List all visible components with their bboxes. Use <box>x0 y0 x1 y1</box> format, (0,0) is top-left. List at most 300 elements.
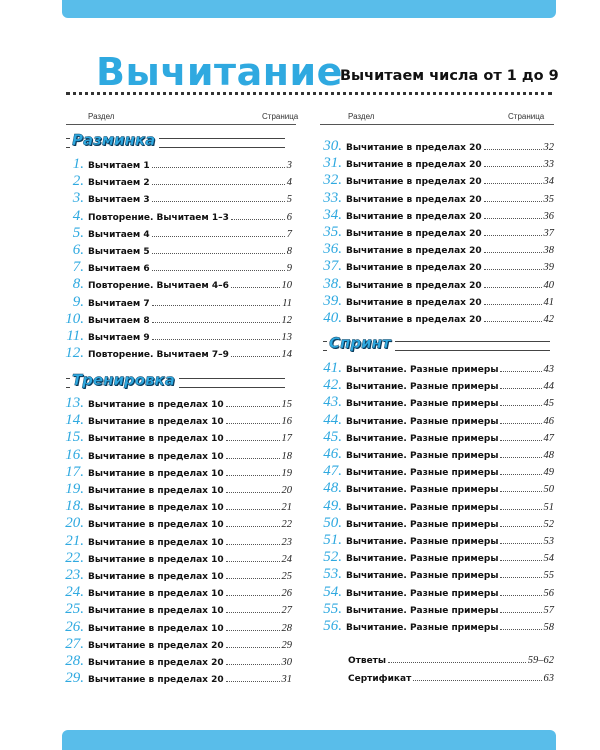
left-column-header-section: Раздел <box>88 112 115 121</box>
toc-row <box>62 328 292 345</box>
toc-row-title: Вычитание. Разные примеры <box>346 537 499 547</box>
toc-row <box>348 669 554 686</box>
toc-row-number: 15. <box>65 429 84 446</box>
toc-row-number: 54. <box>323 583 342 600</box>
toc-row-number: 40. <box>323 310 342 326</box>
toc-row-page: 3 <box>286 160 292 171</box>
toc-row-page: 40 <box>543 279 554 291</box>
toc-row-title: Вычитаем 4 <box>88 229 150 240</box>
toc-row <box>62 464 292 481</box>
left-header-rule <box>66 124 296 125</box>
toc-row-title: Вычитание. Разные примеры <box>346 623 499 633</box>
toc-row-title: Вычитание в пределах 20 <box>88 640 224 651</box>
toc-row <box>62 498 292 515</box>
toc-row <box>320 258 554 275</box>
toc-row <box>62 190 292 207</box>
toc-row <box>62 225 292 242</box>
toc-row-number: 19. <box>65 481 84 497</box>
toc-row <box>62 601 292 618</box>
section-label: Разминка <box>70 131 159 149</box>
toc-row-title: Вычитание в пределах 10 <box>88 623 224 634</box>
toc-leader-dots <box>484 190 542 202</box>
toc-row-number: 38. <box>323 275 342 292</box>
toc-row-title: Вычитание в пределах 10 <box>88 417 224 428</box>
toc-row-title: Вычитание в пределах 20 <box>346 177 482 188</box>
toc-row-number: 22. <box>65 549 84 566</box>
toc-leader-dots <box>226 429 280 441</box>
toc-row-number: 32. <box>323 172 342 189</box>
toc-row-page: 35 <box>543 193 554 205</box>
toc-row-title: Вычитание в пределах 20 <box>346 194 482 205</box>
toc-row <box>320 618 554 635</box>
toc-row-title: Вычитаем 2 <box>88 178 150 189</box>
toc-row-number: 30. <box>323 138 342 154</box>
toc-row-title: Вычитание. Разные примеры <box>346 433 499 444</box>
toc-leader-dots <box>152 259 285 271</box>
toc-leader-dots <box>226 498 280 510</box>
toc-row-number: 27. <box>65 635 84 652</box>
toc-row-page: 11 <box>282 297 292 309</box>
toc-row-number: 29. <box>65 670 84 687</box>
toc-leader-dots <box>500 480 541 492</box>
toc-row <box>348 651 554 668</box>
toc-row-number: 31. <box>323 155 342 172</box>
toc-leader-dots <box>484 276 542 288</box>
toc-row-number: 35. <box>323 224 342 240</box>
toc-row <box>62 294 292 311</box>
right-column-header-section: Раздел <box>348 112 375 121</box>
toc-row-page: 7 <box>286 228 292 240</box>
toc-row-title: Вычитание в пределах 20 <box>346 143 482 153</box>
toc-row-title: Вычитание. Разные примеры <box>346 451 499 461</box>
toc-row <box>320 412 554 429</box>
toc-row-number: 2. <box>72 173 84 190</box>
toc-row <box>320 532 554 549</box>
toc-leader-dots <box>500 549 541 561</box>
toc-row-page: 16 <box>281 416 292 428</box>
toc-row-page: 39 <box>543 262 554 274</box>
toc-row-page: 55 <box>543 570 554 582</box>
toc-row-title: Вычитание. Разные примеры <box>346 485 499 496</box>
toc-leader-dots <box>226 533 280 545</box>
toc-row-page: 4 <box>286 177 292 189</box>
toc-row-page: 32 <box>543 142 554 153</box>
toc-row-title: Вычитание в пределах 10 <box>88 554 224 565</box>
toc-leader-dots <box>152 190 285 202</box>
right-header-rule <box>320 124 554 125</box>
toc-row <box>62 345 292 362</box>
toc-row-title: Вычитание в пределах 10 <box>88 503 224 514</box>
toc-row-number: 18. <box>65 498 84 515</box>
toc-row-title: Вычитаем 5 <box>88 247 150 257</box>
toc-row-page: 21 <box>281 502 292 514</box>
toc-row-title: Вычитание. Разные примеры <box>346 571 499 582</box>
toc-leader-dots <box>500 377 541 389</box>
toc-leader-dots <box>500 412 541 424</box>
toc-row-page: 24 <box>281 553 292 565</box>
toc-leader-dots <box>500 429 541 441</box>
toc-row-number: 3. <box>72 190 84 207</box>
toc-row-number: 47. <box>323 463 342 480</box>
toc-row-title: Вычитание в пределах 10 <box>88 520 224 531</box>
toc-row-title: Вычитание в пределах 10 <box>88 451 224 462</box>
toc-row <box>320 172 554 189</box>
toc-leader-dots <box>484 138 542 150</box>
toc-row-page: 17 <box>281 433 292 445</box>
toc-leader-dots <box>500 446 541 458</box>
toc-row-number: 37. <box>323 258 342 275</box>
toc-leader-dots <box>152 225 285 237</box>
toc-row <box>320 480 554 497</box>
toc-row-page: 29 <box>281 639 292 651</box>
toc-row-number: 39. <box>323 292 342 309</box>
toc-row-number: 49. <box>323 497 342 514</box>
toc-row <box>62 156 292 173</box>
page-subtitle: Вычитаем числа от 1 до 9 <box>340 68 559 84</box>
toc-row-page: 48 <box>543 450 554 461</box>
toc-row <box>320 429 554 446</box>
toc-row-title: Вычитание в пределах 20 <box>346 211 482 222</box>
toc-row-title: Ответы <box>348 656 387 666</box>
toc-row-page: 46 <box>543 415 554 427</box>
toc-row-number: 16. <box>65 446 84 463</box>
toc-leader-dots <box>500 360 541 372</box>
toc-row-page: 31 <box>281 674 292 686</box>
section-header-training <box>66 371 285 389</box>
toc-row-title: Вычитание. Разные примеры <box>346 399 499 410</box>
toc-leader-dots <box>231 345 280 357</box>
toc-row-title: Вычитание в пределах 10 <box>88 537 224 548</box>
toc-row <box>320 377 554 394</box>
toc-row-page: 13 <box>281 332 292 343</box>
toc-row-title: Вычитание в пределах 20 <box>346 160 482 171</box>
toc-leader-dots <box>152 294 281 306</box>
toc-row <box>62 276 292 293</box>
toc-leader-dots <box>226 584 280 596</box>
toc-row-number: 50. <box>323 514 342 531</box>
toc-row-title: Повторение. Вычитаем 7–9 <box>88 350 229 361</box>
toc-row <box>320 276 554 293</box>
toc-row-number: 10. <box>65 310 84 327</box>
toc-row-page: 45 <box>543 398 554 410</box>
toc-row-number: 34. <box>323 206 342 223</box>
toc-row-page: 56 <box>543 587 554 599</box>
toc-leader-dots <box>152 173 285 185</box>
dotted-divider <box>66 92 552 95</box>
toc-leader-dots <box>413 669 541 681</box>
toc-leader-dots <box>226 567 280 579</box>
toc-row <box>320 241 554 258</box>
toc-leader-dots <box>500 618 541 630</box>
bottom-decorative-bar <box>62 730 556 750</box>
toc-row-number: 8. <box>72 276 84 293</box>
toc-row-page: 12 <box>281 314 292 326</box>
toc-row-number: 43. <box>323 394 342 411</box>
toc-row-title: Вычитание в пределах 20 <box>88 675 224 686</box>
toc-row <box>62 515 292 532</box>
toc-row <box>320 601 554 618</box>
section-label: Спринт <box>327 334 395 352</box>
toc-row-page: 52 <box>543 518 554 530</box>
toc-row <box>62 447 292 464</box>
toc-row-title: Вычитание. Разные примеры <box>346 554 499 565</box>
toc-row-page: 34 <box>543 176 554 188</box>
toc-row-number: 53. <box>323 566 342 583</box>
toc-row-number: 44. <box>323 411 342 428</box>
toc-row <box>62 481 292 498</box>
toc-row-title: Вычитание в пределах 10 <box>88 486 224 496</box>
toc-row-page: 59–62 <box>527 655 554 666</box>
toc-row-number: 56. <box>323 618 342 634</box>
toc-row-page: 8 <box>286 246 292 257</box>
toc-leader-dots <box>388 651 526 663</box>
toc-row <box>320 190 554 207</box>
toc-leader-dots <box>226 670 280 682</box>
toc-row-title: Вычитание в пределах 10 <box>88 468 224 479</box>
toc-row-page: 36 <box>543 210 554 222</box>
toc-row <box>62 208 292 225</box>
toc-row-page: 6 <box>286 211 292 223</box>
toc-row <box>62 412 292 429</box>
toc-row-page: 30 <box>281 657 292 668</box>
toc-row-page: 58 <box>543 622 554 633</box>
toc-leader-dots <box>500 584 541 596</box>
toc-row-title: Вычитание. Разные примеры <box>346 502 499 513</box>
toc-row-title: Вычитание в пределах 20 <box>346 297 482 308</box>
section-header-warmup <box>66 131 285 149</box>
toc-row <box>320 549 554 566</box>
toc-row-page: 41 <box>543 296 554 308</box>
toc-row-title: Вычитание. Разные примеры <box>346 588 499 599</box>
section-label: Тренировка <box>70 371 179 389</box>
toc-leader-dots <box>484 224 542 236</box>
right-column-header-page: Страница <box>508 112 545 121</box>
toc-leader-dots <box>226 550 280 562</box>
toc-row <box>62 429 292 446</box>
toc-leader-dots <box>500 498 541 510</box>
toc-row-title: Вычитание. Разные примеры <box>346 519 499 530</box>
toc-leader-dots <box>231 208 285 220</box>
toc-row-title: Вычитаем 6 <box>88 264 150 275</box>
toc-row-title: Вычитание в пределах 20 <box>346 263 482 274</box>
toc-row <box>62 619 292 636</box>
toc-row-page: 43 <box>543 364 554 375</box>
toc-row <box>62 653 292 670</box>
toc-row <box>320 293 554 310</box>
toc-row-number: 41. <box>323 360 342 376</box>
toc-leader-dots <box>226 481 280 493</box>
toc-row-title: Вычитание. Разные примеры <box>346 468 499 479</box>
toc-row-page: 53 <box>543 536 554 547</box>
toc-row-title: Вычитание в пределах 20 <box>346 280 482 291</box>
toc-row-number: 9. <box>72 293 84 310</box>
toc-row <box>320 463 554 480</box>
toc-row-title: Вычитаем 8 <box>88 315 150 326</box>
toc-row-number: 42. <box>323 377 342 394</box>
toc-row-page: 57 <box>543 604 554 616</box>
toc-leader-dots <box>226 636 280 648</box>
toc-row-number: 21. <box>65 532 84 549</box>
toc-leader-dots <box>484 155 542 167</box>
toc-row <box>62 636 292 653</box>
toc-row-title: Вычитание в пределах 10 <box>88 572 224 582</box>
toc-row-number: 55. <box>323 600 342 617</box>
toc-row-title: Вычитаем 7 <box>88 298 150 309</box>
toc-row-number: 14. <box>65 412 84 429</box>
toc-row-page: 20 <box>281 485 292 496</box>
toc-row <box>320 515 554 532</box>
toc-row <box>62 395 292 412</box>
toc-row-title: Вычитаем 1 <box>88 161 150 171</box>
toc-leader-dots <box>226 619 280 631</box>
toc-row <box>320 224 554 241</box>
toc-row-page: 5 <box>286 194 292 206</box>
toc-row-page: 22 <box>281 519 292 531</box>
toc-leader-dots <box>152 156 285 168</box>
toc-leader-dots <box>226 653 280 665</box>
toc-row-title: Вычитаем 9 <box>88 333 150 343</box>
toc-leader-dots <box>226 601 280 613</box>
toc-row-title: Вычитаем 3 <box>88 195 150 206</box>
toc-leader-dots <box>500 566 541 578</box>
toc-row-number: 52. <box>323 549 342 566</box>
toc-row-page: 15 <box>281 399 292 410</box>
toc-leader-dots <box>500 532 541 544</box>
toc-leader-dots <box>484 310 542 322</box>
toc-leader-dots <box>226 447 280 459</box>
toc-row-title: Вычитание. Разные примеры <box>346 382 499 393</box>
toc-row-number: 4. <box>72 207 84 224</box>
toc-row-number: 23. <box>65 567 84 583</box>
toc-row-page: 23 <box>281 536 292 548</box>
toc-row-page: 37 <box>543 228 554 239</box>
toc-leader-dots <box>484 293 542 305</box>
toc-row-page: 54 <box>543 553 554 565</box>
toc-row-number: 5. <box>72 224 84 241</box>
toc-leader-dots <box>226 412 280 424</box>
toc-row-title: Вычитание в пределах 10 <box>88 400 224 410</box>
section-header-sprint <box>323 334 550 352</box>
toc-row-title: Вычитание в пределах 10 <box>88 606 224 617</box>
toc-row-page: 49 <box>543 467 554 479</box>
toc-row-title: Повторение. Вычитаем 4–6 <box>88 281 229 292</box>
toc-row <box>62 584 292 601</box>
left-column-header-page: Страница <box>262 112 299 121</box>
toc-row <box>62 173 292 190</box>
toc-row-title: Вычитание в пределах 20 <box>346 315 482 325</box>
toc-row-title: Вычитание. Разные примеры <box>346 365 499 375</box>
toc-row-page: 9 <box>286 263 292 275</box>
toc-leader-dots <box>484 172 542 184</box>
toc-row-number: 36. <box>323 241 342 258</box>
toc-leader-dots <box>231 276 280 288</box>
toc-row-number: 6. <box>72 242 84 258</box>
toc-row-page: 38 <box>543 245 554 257</box>
toc-leader-dots <box>484 241 542 253</box>
toc-row-page: 50 <box>543 484 554 496</box>
toc-leader-dots <box>226 515 280 527</box>
toc-row-page: 33 <box>543 159 554 171</box>
toc-row-title: Вычитание в пределах 20 <box>88 658 224 668</box>
toc-row-title: Вычитание в пределах 20 <box>346 246 482 257</box>
toc-row <box>62 259 292 276</box>
toc-row-title: Сертификат <box>348 673 412 684</box>
toc-leader-dots <box>152 328 280 340</box>
toc-row <box>320 138 554 155</box>
toc-leader-dots <box>484 258 542 270</box>
top-decorative-bar <box>62 0 556 18</box>
toc-row-number: 46. <box>323 446 342 462</box>
toc-row-page: 19 <box>281 467 292 479</box>
toc-row <box>320 360 554 377</box>
toc-row-number: 48. <box>323 480 342 497</box>
toc-leader-dots <box>152 311 280 323</box>
toc-row-number: 28. <box>65 653 84 669</box>
toc-row-number: 20. <box>65 515 84 532</box>
toc-row <box>62 550 292 567</box>
toc-row-page: 14 <box>281 349 292 361</box>
toc-row <box>320 310 554 327</box>
toc-leader-dots <box>500 394 541 406</box>
toc-leader-dots <box>500 463 541 475</box>
toc-leader-dots <box>226 464 280 476</box>
toc-row <box>320 155 554 172</box>
toc-row <box>62 670 292 687</box>
toc-row-page: 51 <box>543 501 554 513</box>
toc-leader-dots <box>152 242 285 254</box>
toc-row-page: 18 <box>281 450 292 462</box>
toc-row-number: 26. <box>65 618 84 635</box>
toc-row <box>62 567 292 584</box>
page-title: Вычитание <box>96 50 343 94</box>
toc-leader-dots <box>500 601 541 613</box>
toc-row-page: 10 <box>281 280 292 292</box>
toc-row-title: Повторение. Вычитаем 1–3 <box>88 212 229 223</box>
toc-row-title: Вычитание. Разные примеры <box>346 416 499 427</box>
toc-row-title: Вычитание в пределах 10 <box>88 589 224 600</box>
toc-row-number: 51. <box>323 532 342 548</box>
toc-leader-dots <box>484 207 542 219</box>
toc-leader-dots <box>226 395 280 407</box>
toc-row-title: Вычитание. Разные примеры <box>346 605 499 616</box>
toc-row-page: 25 <box>281 571 292 582</box>
toc-row-number: 45. <box>323 428 342 445</box>
toc-row-number: 17. <box>65 463 84 480</box>
toc-row-number: 33. <box>323 189 342 206</box>
toc-row <box>320 207 554 224</box>
toc-row <box>320 394 554 411</box>
toc-row-number: 24. <box>65 584 84 601</box>
toc-row-number: 13. <box>65 395 84 411</box>
toc-row-page: 42 <box>543 314 554 325</box>
toc-row-number: 25. <box>65 601 84 618</box>
toc-row-page: 26 <box>281 588 292 600</box>
toc-row <box>320 446 554 463</box>
toc-leader-dots <box>500 515 541 527</box>
toc-row <box>62 311 292 328</box>
toc-row-page: 63 <box>543 672 554 684</box>
toc-row-page: 47 <box>543 432 554 444</box>
toc-row-title: Вычитание в пределах 10 <box>88 434 224 445</box>
toc-row <box>320 584 554 601</box>
toc-row-number: 1. <box>72 156 84 172</box>
toc-row-number: 11. <box>66 328 84 344</box>
toc-row <box>62 533 292 550</box>
toc-row <box>62 242 292 259</box>
toc-row <box>320 566 554 583</box>
toc-row-page: 44 <box>543 381 554 393</box>
toc-row <box>320 498 554 515</box>
